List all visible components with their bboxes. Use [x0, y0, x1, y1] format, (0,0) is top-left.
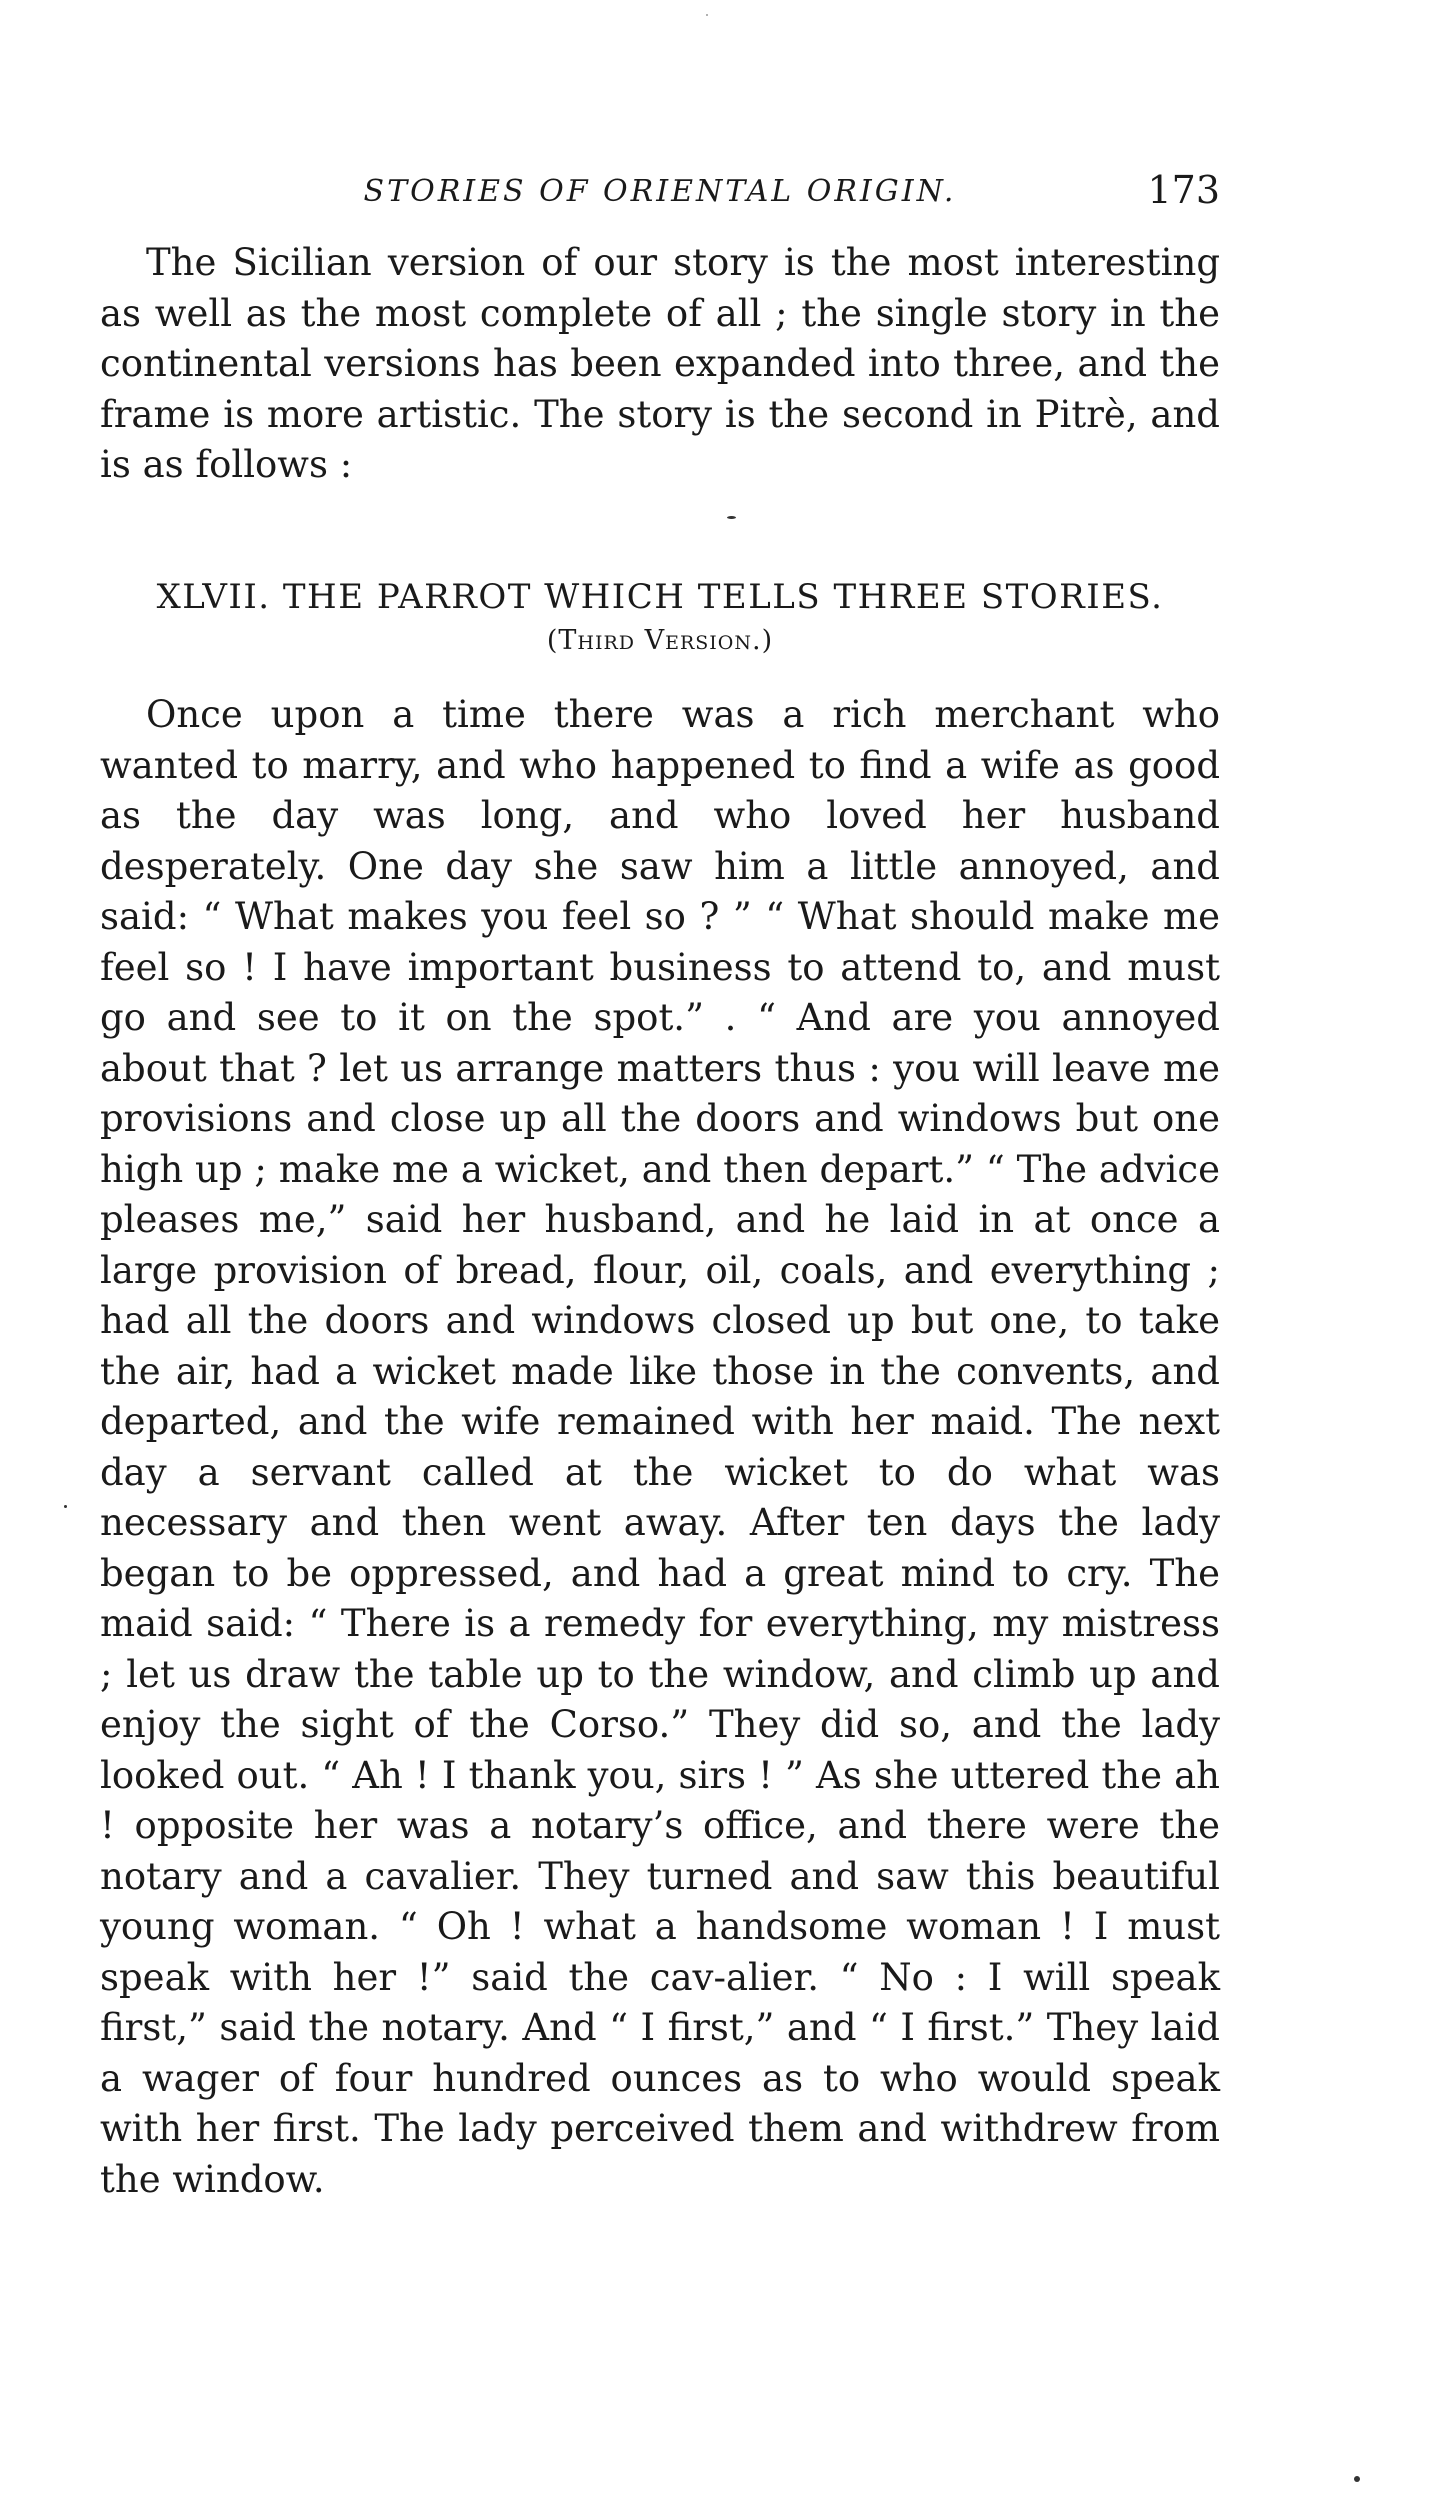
scan-speck	[1354, 2476, 1360, 2482]
scan-speck	[727, 516, 736, 519]
scan-speck	[706, 14, 708, 16]
intro-paragraph: The Sicilian version of our story is the most interesting as well as the most complete of all ; the single story in the continental versions has been expanded into three, and the frame is more artistic. The story is the second in Pitrè, and is as follows :	[100, 241, 1220, 486]
running-head	[100, 168, 1220, 218]
scan-speck	[64, 1505, 67, 1508]
page-number: 173	[1147, 168, 1220, 212]
running-title: STORIES OF ORIENTAL ORIGIN.	[363, 174, 957, 209]
section-subheading: (Third Version.)	[546, 625, 774, 656]
story-paragraph: Once upon a time there was a rich merchant who wanted to marry, and who happened to find a wife as good as the day was long, and who loved her husband desperately. One day she saw him a little annoyed, and said: “ What makes you feel so ? ” “ What should make me feel so ! I have important business to attend to, and must go and see to it on the spot.” . “ And are you annoyed about that ? let us arrange matters thus : you will leave me provisions and close up all the doors and windows but one high up ; make me a wicket, and then depart.” “ The advice pleases me,” said her husband, and he laid in at once a large provision of bread, flour, oil, coals, and everything ; had all the doors and windows closed up but one, to take the air, had a wicket made like those in the convents, and departed, and the wife remained with her maid. The next day a servant called at the wicket to do what was necessary and then went away. After ten days the lady began to be oppressed, and had a great mind to cry. The maid said: “ There is a remedy for everything, my mistress ; let us draw the table up to the window, and climb up and enjoy the sight of the Corso.” They did so, and the lady looked out. “ Ah ! I thank you, sirs ! ” As she uttered the ah ! opposite her was a notary’s office, and there were the notary and a cavalier. They turned and saw this beautiful young woman. “ Oh ! what a handsome woman ! I must speak with her !” said the cav-alier. “ No : I will speak first,” said the notary. And “ I first,” and “ I first.” They laid a wager of four hundred ounces as to who would speak with her first. The lady perceived them and withdrew from the window.	[100, 693, 1220, 2201]
section-heading: XLVII. THE PARROT WHICH TELLS THREE STORIES.	[156, 577, 1164, 617]
